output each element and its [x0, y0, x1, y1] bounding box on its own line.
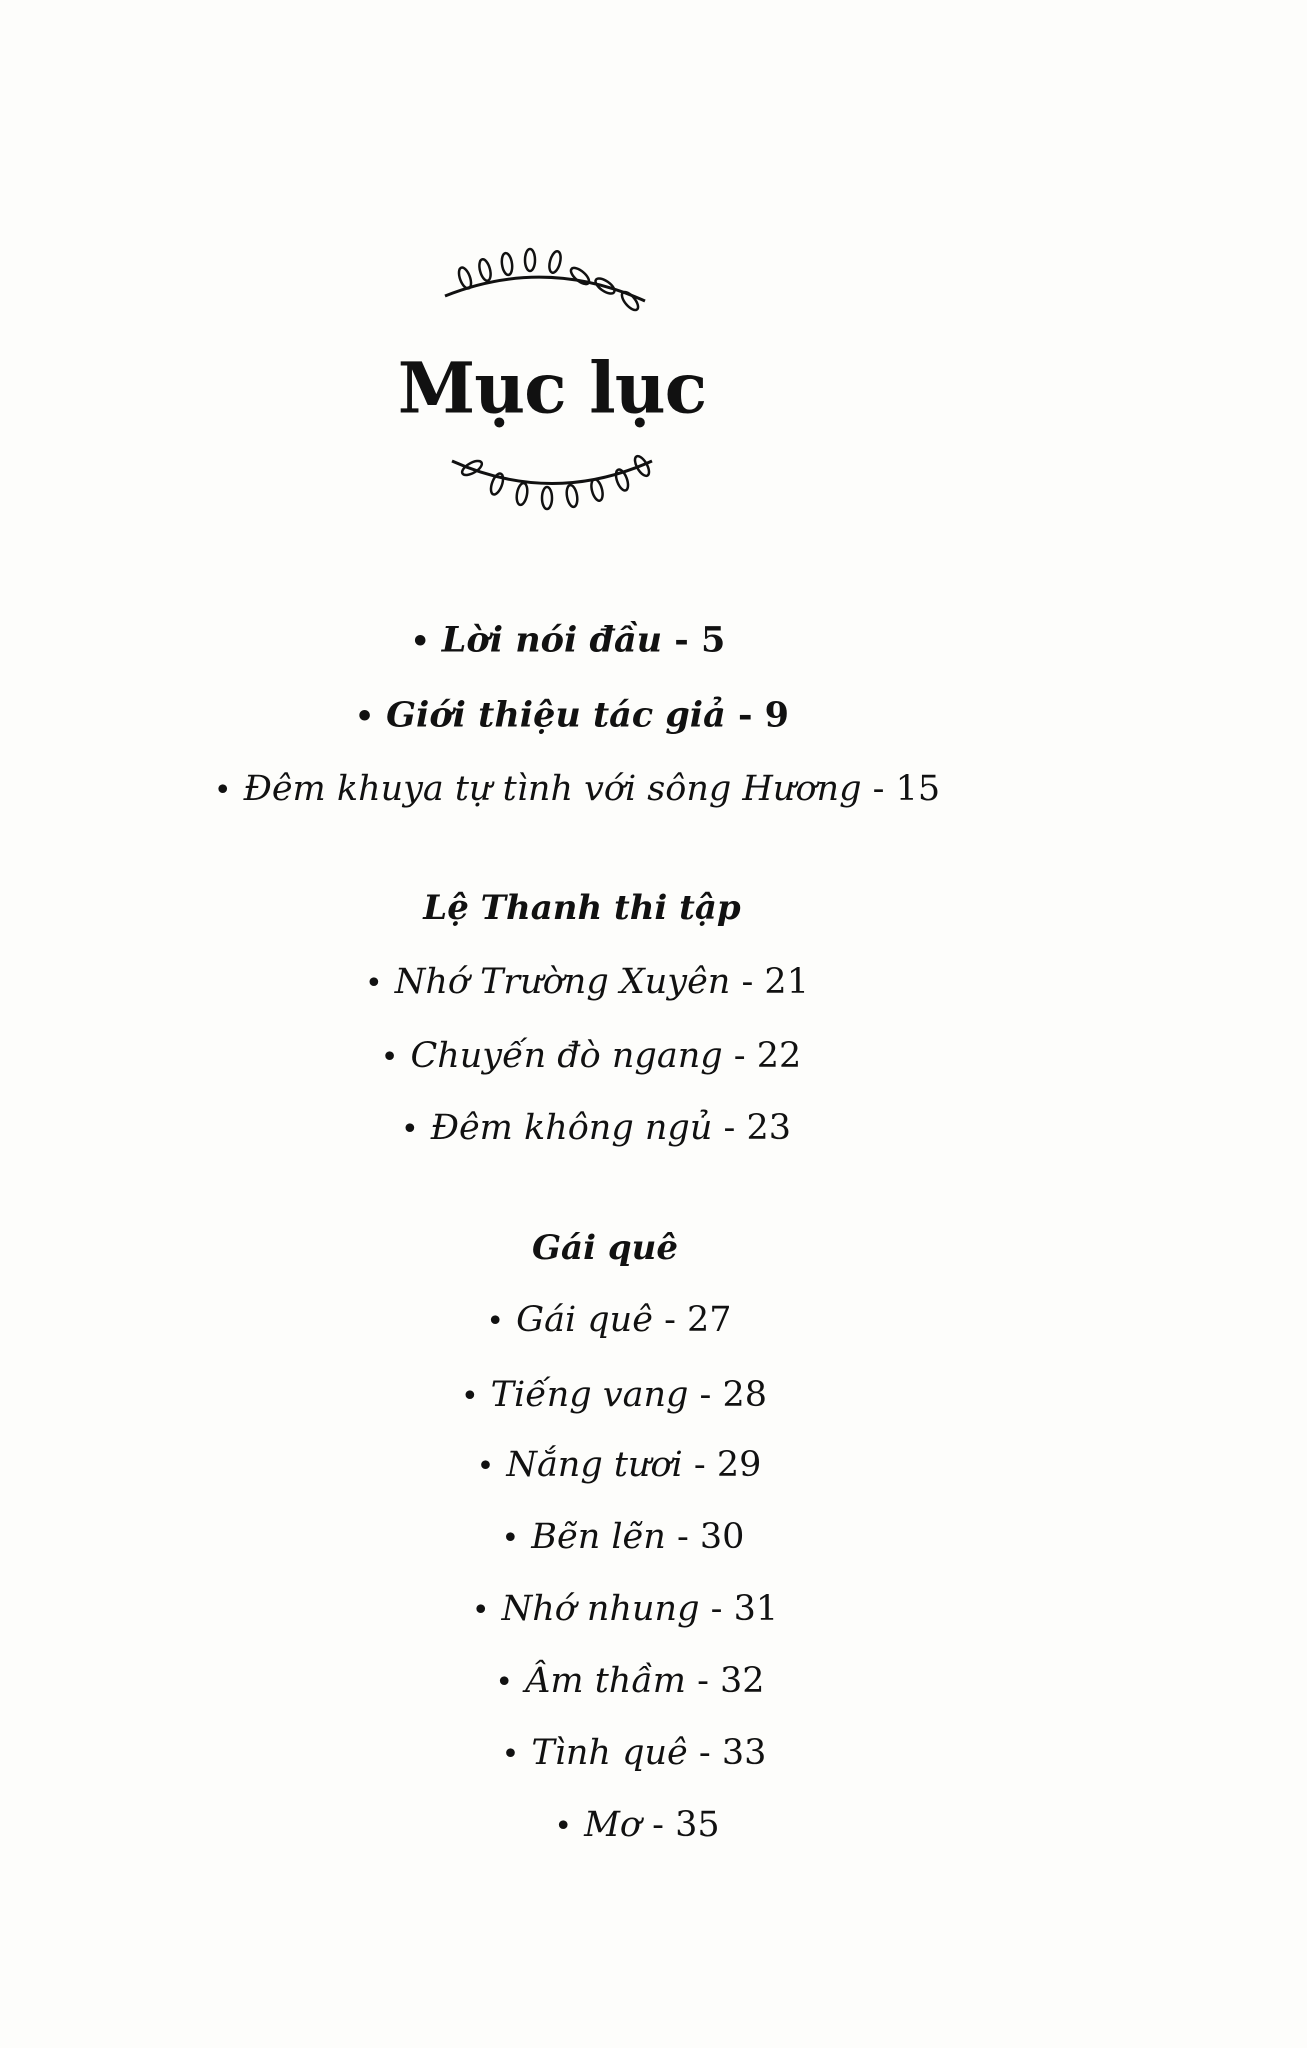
toc-entry: • Bẽn lẽn - 30: [501, 1517, 745, 1557]
toc-entry: • Nhớ nhung - 31: [471, 1589, 779, 1629]
toc-entry: • Tình quê - 33: [501, 1733, 767, 1773]
toc-entry: • Tiếng vang - 28: [460, 1375, 768, 1415]
toc-entry: • Nắng tươi - 29: [476, 1445, 762, 1485]
toc-entry: • Chuyến đò ngang - 22: [380, 1036, 802, 1076]
toc-entry: • Mơ - 35: [554, 1805, 720, 1845]
toc-entry: • Đêm khuya tự tình với sông Hương - 15: [213, 769, 941, 809]
toc-entry: • Đêm không ngủ - 23: [401, 1108, 791, 1148]
laurel-ornament-bottom-icon: [442, 446, 662, 516]
page-title: Mục lục: [397, 346, 707, 430]
toc-entry: • Giới thiệu tác giả - 9: [354, 694, 790, 736]
section-heading: Gái quê: [532, 1228, 678, 1268]
toc-entry: • Lời nói đầu - 5: [410, 619, 726, 661]
toc-entry: • Âm thầm - 32: [495, 1661, 765, 1701]
laurel-ornament-top-icon: [435, 246, 655, 316]
toc-entry: • Nhớ Trường Xuyên - 21: [365, 962, 809, 1002]
section-heading: Lệ Thanh thi tập: [423, 888, 741, 928]
toc-entry: • Gái quê - 27: [486, 1300, 732, 1340]
